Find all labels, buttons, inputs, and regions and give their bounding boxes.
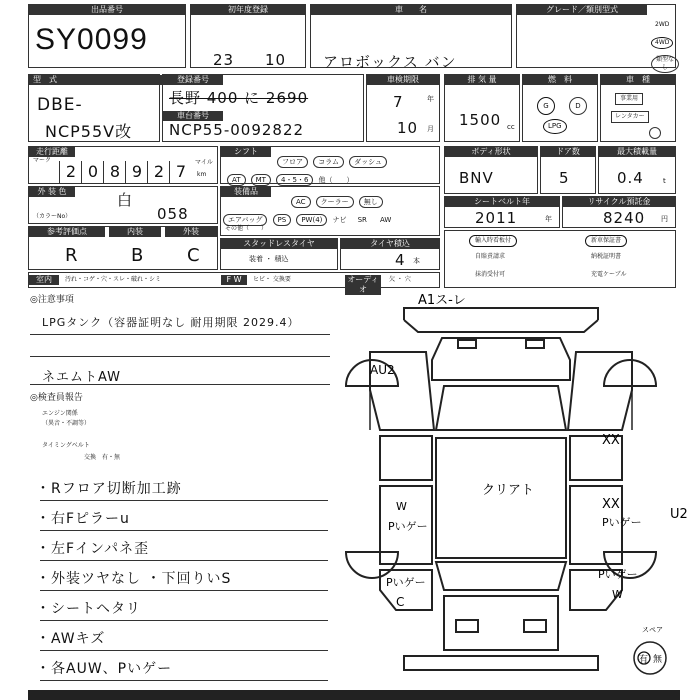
inspector-rule — [40, 560, 328, 561]
studless-label: スタッドレスタイヤ — [221, 239, 337, 249]
inspection-label: 車検期限 — [367, 75, 439, 85]
notes-rule-2 — [30, 356, 330, 357]
shift-row-2 — [227, 167, 354, 186]
inspection-year: 7 — [393, 93, 404, 111]
diag-top-label: A1ス-レ — [418, 293, 466, 308]
shift-label: シフト — [221, 147, 271, 157]
rating-interior-value: B — [131, 245, 145, 266]
inspector-item: ・左Fインパネ歪 — [36, 541, 150, 557]
notes-line2: ネエムトAW — [42, 370, 122, 385]
tire-label: タイヤ積込 — [341, 239, 439, 249]
displacement-label: 排 気 量 — [445, 75, 519, 85]
status-audio-label: オーディオ — [345, 275, 381, 295]
inspection-year-unit: 年 — [427, 95, 434, 103]
fuel-box — [522, 74, 598, 142]
recycle-box — [562, 196, 676, 228]
docs-cancel: 抹消受付可 — [475, 271, 506, 278]
body-box — [444, 146, 538, 194]
shift-floor: フロア — [277, 156, 308, 168]
pillar-lines — [370, 390, 632, 430]
fuel-label: 燃 料 — [523, 75, 597, 85]
diag-left-bot-2: C — [396, 595, 405, 609]
diag-right-top: XX — [602, 433, 620, 448]
spare-yes: 有 — [639, 655, 649, 665]
rating-exterior-value: C — [187, 245, 201, 266]
first-reg-month: 10 — [265, 51, 287, 69]
color-box — [28, 186, 218, 224]
docs-self-report: 自賠責請求 — [475, 253, 506, 260]
engine-sub: （異音・不調等） — [42, 420, 91, 427]
shift-other: 他（ ） — [318, 176, 354, 184]
model-type-value-1: DBE- — [37, 95, 83, 115]
recycle-label: リサイクル預託金 — [563, 197, 675, 207]
load-label: 最大積載量 — [599, 147, 675, 157]
equip-airbag: エアバッグ — [223, 214, 267, 226]
load-box — [598, 146, 676, 194]
load-unit: t — [663, 177, 666, 185]
equip-other: その他（ ） — [225, 225, 268, 232]
fuel-lpg: LPG — [543, 119, 567, 134]
inspector-rule — [40, 620, 328, 621]
inspector-item: ・AWキズ — [36, 631, 106, 647]
model-type-value-2: NCP55V改 — [45, 122, 133, 141]
drive-none: 類型なし — [651, 55, 679, 73]
shift-at: AT — [227, 174, 246, 186]
status-row — [28, 272, 440, 294]
status-interior-items: 汚れ・コゲ・穴・スレ・破れ・シミ — [65, 276, 162, 283]
docs-import: 輸入時看板付 — [469, 235, 517, 247]
model-type-label: 型 式 — [29, 75, 163, 85]
spare-label: スペア — [642, 626, 663, 634]
status-fw-label: F W — [221, 275, 247, 285]
doors-label: ドア数 — [541, 147, 595, 157]
drive-4wd-text: 4WD — [655, 39, 670, 46]
studless-options: 装着 ・ 積込 — [249, 255, 289, 263]
category-rental: レンタカー — [611, 111, 649, 123]
equip-aw: AW — [380, 216, 392, 224]
displacement-value: 1500 — [459, 111, 502, 129]
mileage-digits — [59, 161, 193, 183]
inspector-rule — [40, 500, 328, 501]
grade-label: グレード／類別型式 — [517, 5, 647, 15]
lot-label: 出品番号 — [29, 5, 185, 15]
spare-no: 無 — [653, 655, 663, 665]
equip-none: 無し — [359, 196, 383, 208]
equip-label: 装備品 — [221, 187, 271, 197]
mileage-digit: 8 — [103, 161, 126, 183]
shift-mt: MT — [251, 174, 271, 186]
lot-number: SY0099 — [35, 23, 148, 56]
first-reg-year: 23 — [213, 51, 235, 69]
body-value: BNV — [459, 169, 494, 187]
equip-pw-label: PW — [301, 216, 313, 224]
mileage-unit-bottom: km — [197, 171, 207, 178]
doors-value: 5 — [559, 169, 570, 187]
car-diagram — [340, 290, 700, 690]
mileage-digit: 9 — [125, 161, 148, 183]
rating-ref-label: 参考評価点 — [29, 227, 105, 237]
wheels — [346, 360, 656, 578]
mileage-sub-label: マーク — [33, 157, 52, 164]
engine-label: エンジン関係 — [42, 410, 78, 417]
inspector-rule — [40, 530, 328, 531]
displacement-unit: cc — [507, 123, 515, 131]
diag-right-mid-2: Pいゲー — [602, 516, 642, 529]
inspector-rule — [40, 650, 328, 651]
equip-sr: SR — [357, 216, 367, 224]
chassis-label: 車台番号 — [163, 111, 223, 121]
diag-right-bot-1: Pいゲー — [598, 568, 638, 581]
category-business: 事業用 — [615, 93, 643, 105]
seatbelt-box — [444, 196, 560, 228]
notes-rule-3 — [30, 384, 330, 385]
load-value: 0.4 — [617, 169, 644, 187]
color-label: 外 装 色 — [29, 187, 75, 197]
car-name-box — [310, 4, 512, 71]
inspection-month-unit: 月 — [427, 125, 434, 133]
rating-box — [28, 226, 218, 270]
status-interior-label: 室内 — [29, 275, 59, 285]
inspector-item: ・外装ツヤなし ・下回りいS — [36, 571, 232, 587]
shift-column: コラム — [313, 156, 344, 168]
chassis-value: NCP55-0092822 — [169, 121, 305, 139]
category-box — [600, 74, 676, 142]
inspector-rule — [40, 590, 328, 591]
studless-box — [220, 238, 338, 270]
seatbelt-unit: 年 — [545, 215, 552, 223]
diag-right-side: U2 — [670, 507, 688, 522]
inspector-item: ・シートヘタリ — [36, 601, 141, 617]
model-type-box — [28, 74, 160, 142]
docs-warranty: 新車保証書 — [585, 235, 627, 247]
mileage-unit-top: マイル — [195, 159, 213, 166]
diag-left-mid-2: Pいゲー — [388, 520, 428, 533]
mileage-digit: 2 — [147, 161, 170, 183]
reg-box — [162, 74, 364, 142]
drive-4wd — [651, 37, 673, 49]
drive-2wd: 2WD — [655, 21, 670, 28]
equip-navi: ナビ — [332, 216, 347, 224]
rating-exterior-label: 外装 — [165, 227, 217, 237]
first-reg-label: 初年度登録 — [191, 5, 305, 15]
category-circle — [649, 127, 661, 139]
category-label: 車 種 — [601, 75, 675, 85]
diag-left-mid-1: W — [396, 500, 407, 513]
mileage-digit: 2 — [59, 161, 82, 183]
mileage-digit: 0 — [81, 161, 104, 183]
docs-box — [444, 230, 676, 288]
equip-row-1 — [291, 189, 383, 208]
diag-center: クリアト — [482, 483, 535, 498]
equip-ac: AC — [291, 196, 311, 208]
shift-row-1 — [277, 149, 387, 168]
equip-pw: PW(4) — [296, 214, 327, 226]
equip-cooler: クーラー — [316, 196, 354, 208]
shift-dash: ダッシュ — [349, 156, 387, 168]
inspection-month: 10 — [397, 119, 419, 137]
fuel-d: D — [569, 97, 587, 115]
status-fw-items: ヒビ・ 交換要 — [253, 276, 291, 283]
shift-box — [220, 146, 440, 184]
inspector-rule — [40, 680, 328, 681]
recycle-unit: 円 — [661, 215, 668, 223]
equip-box — [220, 186, 440, 236]
rating-ref-value: R — [65, 245, 79, 266]
reg-value: 長野 400 に 2690 — [169, 89, 309, 107]
displacement-box — [444, 74, 520, 142]
recycle-value: 8240 — [603, 209, 646, 227]
color-value: 白 — [117, 191, 134, 209]
diag-left-top: AU2 — [370, 363, 395, 377]
mileage-digit: 7 — [169, 161, 192, 183]
notes-rule-1 — [30, 334, 330, 335]
mileage-label: 走行距離 — [29, 147, 75, 157]
equip-pw-count: 4 — [315, 216, 320, 224]
equip-ps: PS — [273, 214, 292, 226]
color-code-value: 058 — [157, 205, 189, 223]
notes-line1: LPGタンク（容器証明なし 耐用期限 2029.4） — [42, 316, 300, 329]
body-label: ボディ形状 — [445, 147, 537, 157]
seatbelt-label: シートベルト年 — [445, 197, 559, 207]
reg-label: 登録番号 — [163, 75, 223, 85]
equip-row-2 — [223, 207, 391, 226]
diag-left-bot-1: Pいゲー — [386, 576, 426, 589]
docs-tax: 納税証明書 — [591, 253, 622, 260]
shift-gears: 4・5・6 — [276, 174, 313, 186]
car-name-label: 車 名 — [311, 5, 511, 15]
car-name: アロボックス バン — [323, 53, 457, 71]
diag-right-bot-2: W — [612, 588, 623, 601]
diag-right-mid-1: XX — [602, 497, 620, 512]
grade-box — [516, 4, 676, 71]
status-audio-items: 欠 ・ 穴 — [389, 276, 411, 283]
mileage-box — [28, 146, 218, 184]
inspector-item: ・右Fピラーu — [36, 511, 130, 527]
doors-box — [540, 146, 596, 194]
inspector-item: ・各AUW、Pいゲー — [36, 661, 173, 677]
inspector-item: ・Rフロア切断加工跡 — [36, 481, 182, 497]
first-reg-box — [190, 4, 306, 68]
timing-sub: 交換 有・無 — [84, 454, 121, 461]
fuel-g: G — [537, 97, 555, 115]
bottom-strip — [28, 690, 680, 700]
docs-charge: 充電ケーブル — [591, 271, 627, 278]
lot-box — [28, 4, 186, 68]
rating-interior-label: 内装 — [109, 227, 161, 237]
tire-unit: 本 — [413, 257, 420, 265]
tire-value: 4 — [395, 251, 406, 269]
color-code-label: （カラーNo） — [33, 213, 72, 220]
notes-title: ◎注意事項 — [30, 295, 74, 305]
inspection-box — [366, 74, 440, 142]
inspector-title: ◎検査員報告 — [30, 393, 83, 403]
seatbelt-value: 2011 — [475, 209, 518, 227]
timing-label: タイミングベルト — [42, 442, 90, 449]
tire-box — [340, 238, 440, 270]
